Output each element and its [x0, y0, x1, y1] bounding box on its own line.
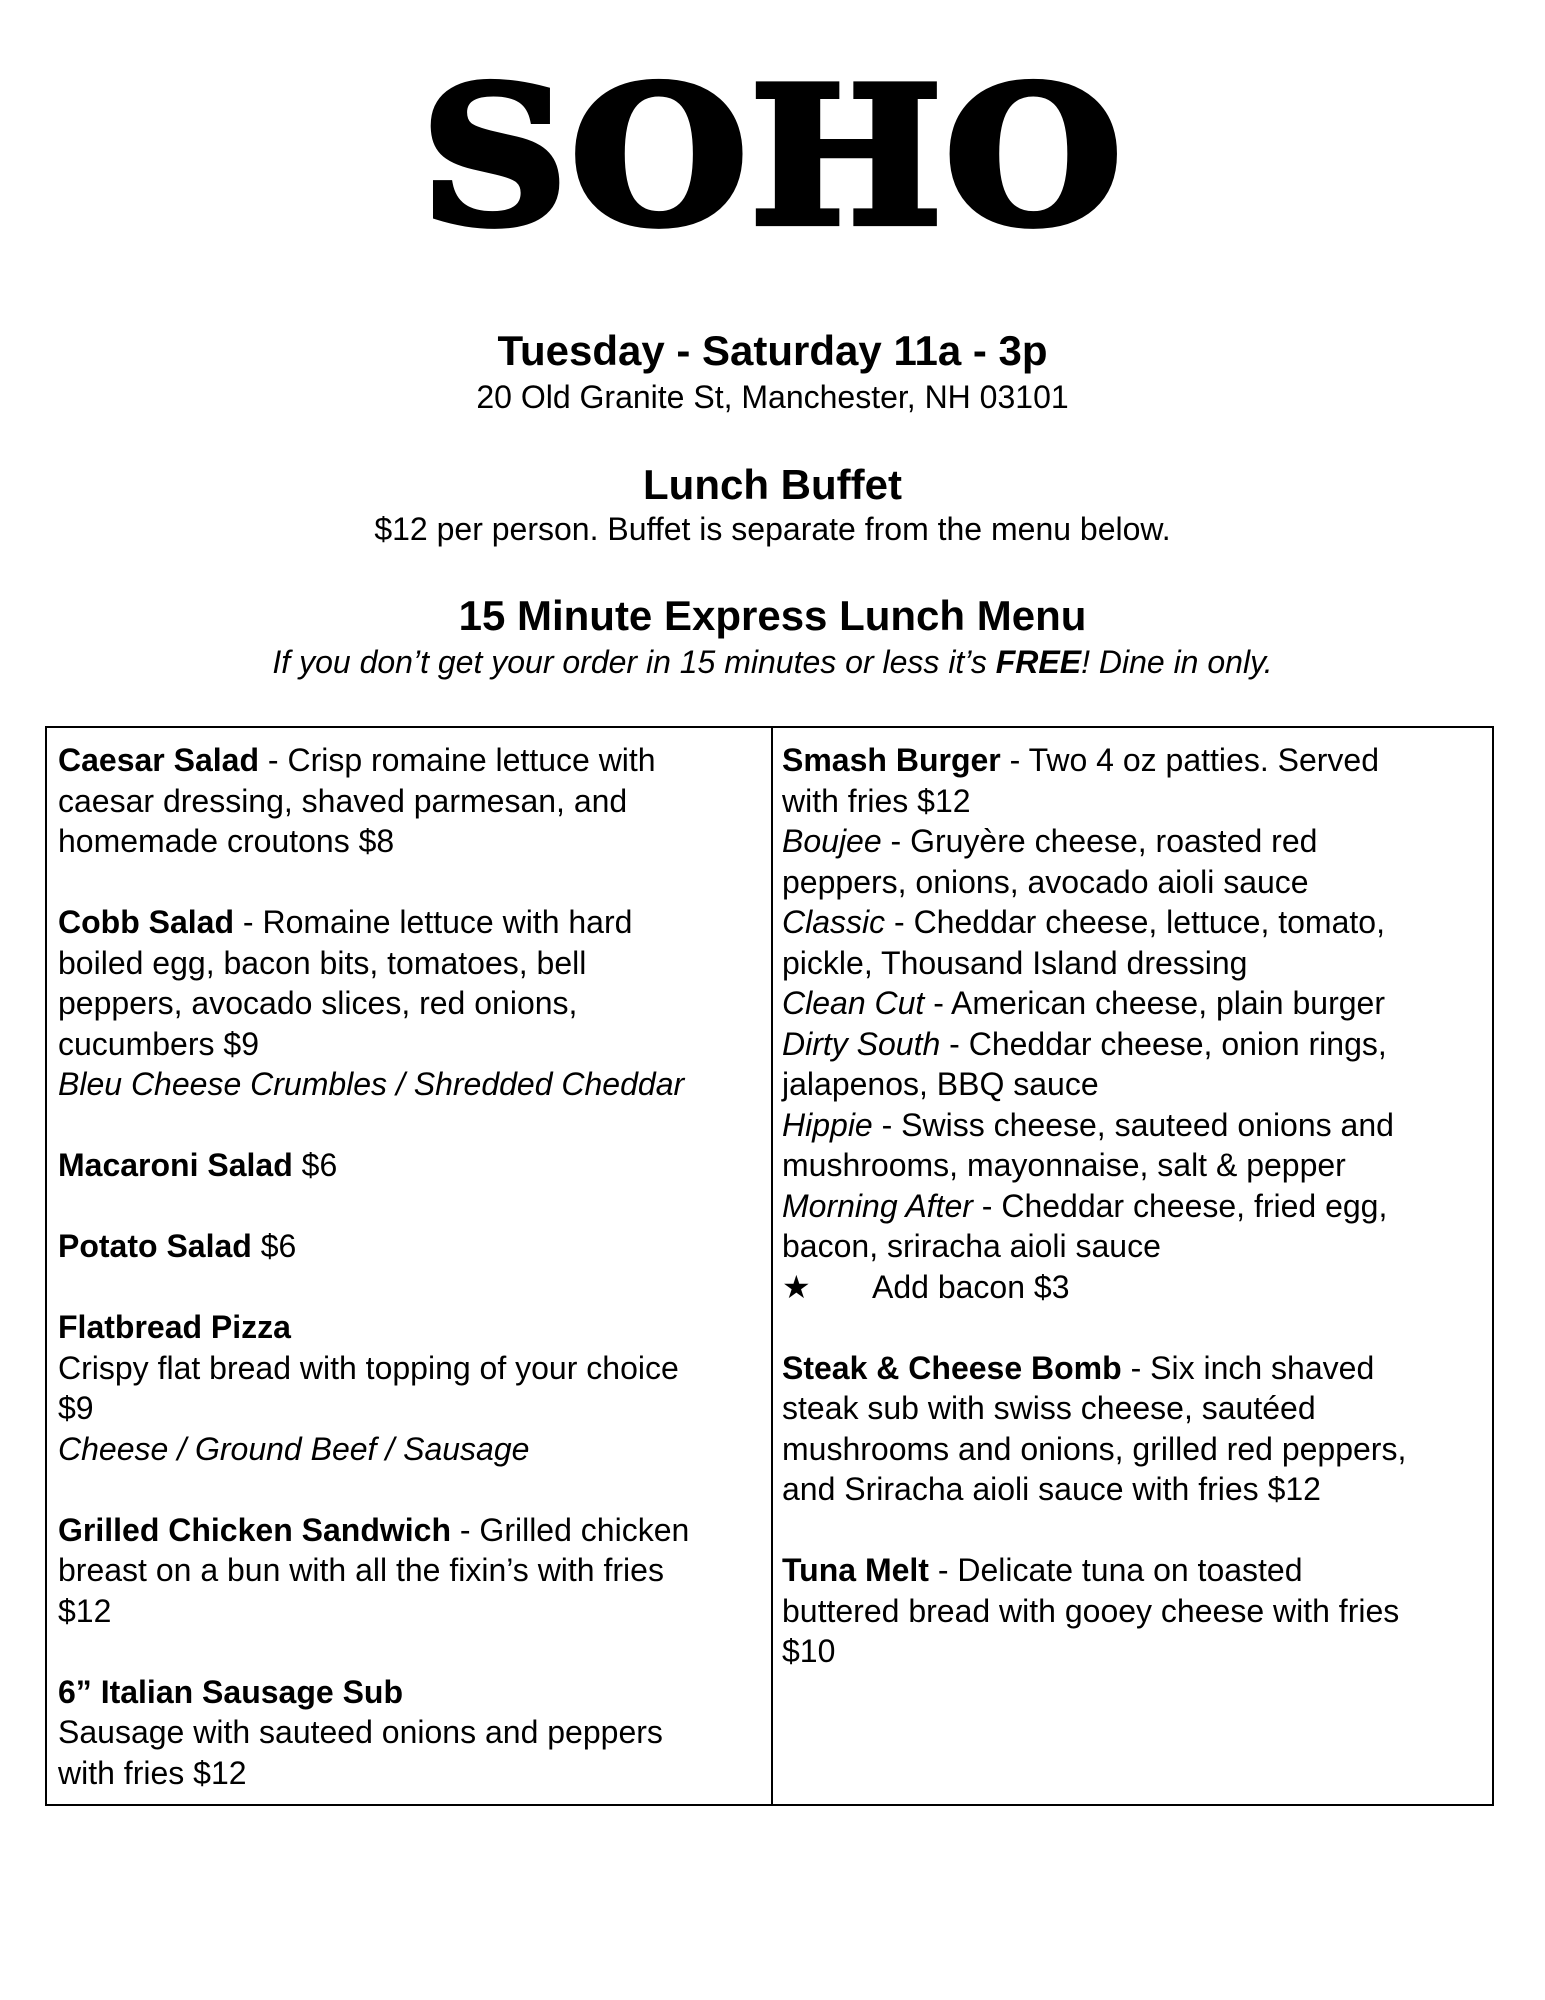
item-price: $6	[251, 1228, 297, 1264]
item-desc: - Six inch shaved	[1121, 1349, 1375, 1386]
item-price: $6	[292, 1147, 338, 1183]
burger-variant-desc: mushrooms, mayonnaise, salt & pepper	[782, 1147, 1346, 1183]
item-name: Potato Salad	[58, 1228, 252, 1264]
express-note-free: FREE	[995, 644, 1082, 680]
item-name: Caesar Salad	[58, 742, 260, 778]
burger-variant-desc: - Gruyère cheese, roasted red	[881, 823, 1318, 859]
burger-variant-desc: - Cheddar cheese, fried egg,	[972, 1187, 1388, 1224]
item-desc: $12	[58, 1592, 112, 1629]
buffet-heading: Lunch Buffet	[643, 461, 902, 508]
burger-variant-desc: - Swiss cheese, sauteed onions and	[872, 1106, 1394, 1143]
menu-item-grilled-chicken-sandwich	[58, 1510, 763, 1632]
express-note-after: ! Dine in only.	[1081, 644, 1273, 680]
burger-variant-name: Hippie	[782, 1106, 873, 1143]
item-options: Cheese / Ground Beef / Sausage	[58, 1430, 530, 1467]
item-desc: buttered bread with gooey cheese with fries	[782, 1592, 1400, 1629]
burger-variant-name: Morning After	[782, 1187, 973, 1224]
item-desc: boiled egg, bacon bits, tomatoes, bell	[58, 944, 587, 981]
burger-variant-desc: - American cheese, plain burger	[924, 985, 1385, 1021]
restaurant-logo: SOHO	[420, 45, 1125, 269]
item-desc: with fries $12	[782, 782, 971, 819]
item-name: Smash Burger	[782, 742, 1001, 778]
buffet-note: $12 per person. Buffet is separate from the menu below.	[374, 511, 1171, 547]
menu-item-cobb-salad	[58, 902, 763, 1105]
item-name: Macaroni Salad	[58, 1147, 293, 1183]
burger-variant-desc: - Cheddar cheese, onion rings,	[940, 1025, 1387, 1062]
burger-variant-desc: bacon, sriracha aioli sauce	[782, 1228, 1161, 1264]
burger-variant-name: Clean Cut	[782, 985, 925, 1021]
burger-variant-desc: peppers, onions, avocado aioli sauce	[782, 863, 1309, 900]
item-desc: - Two 4 oz patties. Served	[1000, 742, 1379, 778]
addon-row	[782, 1267, 1487, 1308]
item-name: Flatbread Pizza	[58, 1309, 291, 1345]
item-desc: cucumbers $9	[58, 1025, 259, 1062]
menu-table	[45, 726, 1494, 1806]
item-desc: Sausage with sauteed onions and peppers	[58, 1714, 663, 1750]
express-note-before: If you don’t get your order in 15 minutes or less it’s	[272, 644, 996, 680]
menu-column-right	[782, 740, 1487, 1712]
item-options: Bleu Cheese Crumbles / Shredded Cheddar	[58, 1066, 685, 1102]
item-desc: breast on a bun with all the fixin’s with fries	[58, 1552, 664, 1588]
burger-variant-name: Dirty South	[782, 1025, 941, 1062]
item-desc: - Romaine lettuce with hard	[234, 904, 633, 940]
spacer	[782, 1307, 1487, 1348]
express-menu-note	[0, 643, 1545, 681]
item-desc: - Grilled chicken	[450, 1511, 690, 1548]
menu-item-flatbread-pizza	[58, 1307, 763, 1469]
item-name: Cobb Salad	[58, 904, 235, 940]
menu-item-steak-cheese-bomb	[782, 1348, 1487, 1510]
item-name: Tuna Melt	[782, 1552, 929, 1588]
menu-item-potato-salad	[58, 1226, 763, 1267]
item-desc: mushrooms and onions, grilled red peppers,	[782, 1430, 1407, 1467]
item-desc: steak sub with swiss cheese, sautéed	[782, 1390, 1316, 1426]
item-desc: Crispy flat bread with topping of your choice	[58, 1349, 679, 1386]
address-text: 20 Old Granite St, Manchester, NH 03101	[476, 379, 1069, 415]
item-desc: caesar dressing, shaved parmesan, and	[58, 782, 628, 819]
item-name: 6” Italian Sausage Sub	[58, 1673, 403, 1710]
item-desc: peppers, avocado slices, red onions,	[58, 985, 578, 1021]
menu-item-italian-sausage-sub	[58, 1672, 763, 1794]
menu-item-smash-burger	[782, 740, 1487, 1307]
burger-variant-name: Classic	[782, 904, 886, 940]
item-desc: - Crisp romaine lettuce with	[259, 742, 656, 778]
item-desc: with fries $12	[58, 1754, 247, 1791]
column-divider	[771, 728, 773, 1804]
item-name: Steak & Cheese Bomb	[782, 1349, 1122, 1386]
menu-item-caesar-salad	[58, 740, 763, 862]
burger-variant-desc: jalapenos, BBQ sauce	[782, 1066, 1099, 1102]
addon-text: Add bacon $3	[872, 1268, 1070, 1305]
burger-variant-name: Boujee	[782, 823, 882, 859]
item-name: Grilled Chicken Sandwich	[58, 1511, 451, 1548]
item-desc: $10	[782, 1633, 836, 1669]
burger-variant-desc: pickle, Thousand Island dressing	[782, 944, 1248, 981]
item-desc: and Sriracha aioli sauce with fries $12	[782, 1471, 1321, 1507]
item-desc: - Delicate tuna on toasted	[928, 1552, 1303, 1588]
menu-column-left	[58, 740, 763, 1834]
item-desc: $9	[58, 1390, 94, 1426]
menu-item-tuna-melt	[782, 1550, 1487, 1672]
express-menu-heading: 15 Minute Express Lunch Menu	[458, 592, 1087, 639]
hours-heading: Tuesday - Saturday 11a - 3p	[497, 327, 1048, 374]
menu-item-macaroni-salad	[58, 1145, 763, 1186]
star-icon: ★	[782, 1267, 811, 1306]
item-desc: homemade croutons $8	[58, 823, 395, 859]
burger-variant-desc: - Cheddar cheese, lettuce, tomato,	[885, 904, 1385, 940]
